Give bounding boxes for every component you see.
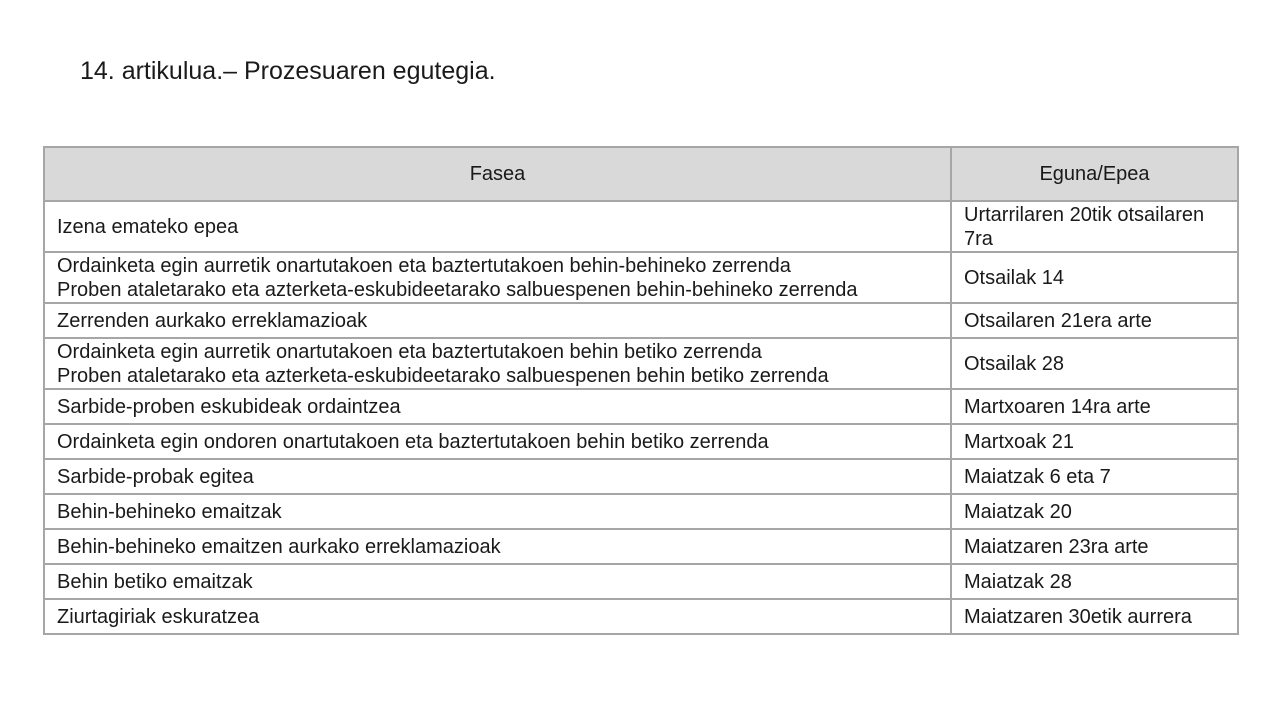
phase-cell bbox=[44, 564, 951, 599]
phase-text: Behin-behineko emaitzen aurkako erreklamazioak bbox=[57, 535, 501, 558]
phase-text: Sarbide-proben eskubideak ordaintzea bbox=[57, 395, 401, 418]
phase-cell bbox=[44, 599, 951, 634]
phase-cell bbox=[44, 459, 951, 494]
table-row bbox=[44, 494, 1238, 529]
date-cell: Martxoak 21 bbox=[951, 424, 1238, 459]
table-row bbox=[44, 252, 1238, 303]
date-cell: Maiatzaren 23ra arte bbox=[951, 529, 1238, 564]
phase-text-line-2: Proben ataletarako eta azterketa-eskubideetarako salbuespenen behin-behineko zerrenda bbox=[57, 278, 858, 301]
date-cell: Maiatzaren 30etik aurrera bbox=[951, 599, 1238, 634]
table-header-row bbox=[44, 147, 1238, 201]
process-calendar-table bbox=[43, 146, 1239, 635]
date-cell: Maiatzak 6 eta 7 bbox=[951, 459, 1238, 494]
phase-cell bbox=[44, 389, 951, 424]
date-cell: Martxoaren 14ra arte bbox=[951, 389, 1238, 424]
table-row bbox=[44, 459, 1238, 494]
phase-cell bbox=[44, 494, 951, 529]
date-cell: Otsailaren 21era arte bbox=[951, 303, 1238, 338]
phase-text: Ziurtagiriak eskuratzea bbox=[57, 605, 260, 628]
column-header-phase: Fasea bbox=[44, 147, 951, 201]
phase-cell bbox=[44, 303, 951, 338]
phase-text: Behin-behineko emaitzak bbox=[57, 500, 282, 523]
phase-text: Sarbide-probak egitea bbox=[57, 465, 254, 488]
phase-text: Ordainketa egin ondoren onartutakoen eta baztertutakoen behin betiko zerrenda bbox=[57, 430, 769, 453]
phase-text-line-1: Ordainketa egin aurretik onartutakoen eta baztertutakoen behin-behineko zerrenda bbox=[57, 254, 791, 277]
table-row bbox=[44, 338, 1238, 389]
article-heading: 14. artikulua.– Prozesuaren egutegia. bbox=[80, 57, 496, 85]
table-row bbox=[44, 303, 1238, 338]
date-cell: Otsailak 28 bbox=[951, 338, 1238, 389]
phase-text-line-2: Proben ataletarako eta azterketa-eskubideetarako salbuespenen behin betiko zerrenda bbox=[57, 364, 829, 387]
phase-cell bbox=[44, 424, 951, 459]
table-row bbox=[44, 599, 1238, 634]
column-header-date: Eguna/Epea bbox=[951, 147, 1238, 201]
phase-text: Zerrenden aurkako erreklamazioak bbox=[57, 309, 368, 332]
date-cell: Otsailak 14 bbox=[951, 252, 1238, 303]
date-cell: Maiatzak 20 bbox=[951, 494, 1238, 529]
phase-cell bbox=[44, 252, 951, 303]
table-row bbox=[44, 529, 1238, 564]
phase-cell bbox=[44, 201, 951, 252]
date-cell: Maiatzak 28 bbox=[951, 564, 1238, 599]
phase-cell bbox=[44, 338, 951, 389]
phase-text-line-1: Ordainketa egin aurretik onartutakoen eta baztertutakoen behin betiko zerrenda bbox=[57, 340, 762, 363]
phase-text: Izena emateko epea bbox=[57, 215, 239, 238]
table-row bbox=[44, 424, 1238, 459]
phase-cell bbox=[44, 529, 951, 564]
table-row bbox=[44, 564, 1238, 599]
table-row bbox=[44, 201, 1238, 252]
phase-text: Behin betiko emaitzak bbox=[57, 570, 253, 593]
table-row bbox=[44, 389, 1238, 424]
date-cell: Urtarrilaren 20tik otsailaren 7ra bbox=[951, 201, 1238, 252]
